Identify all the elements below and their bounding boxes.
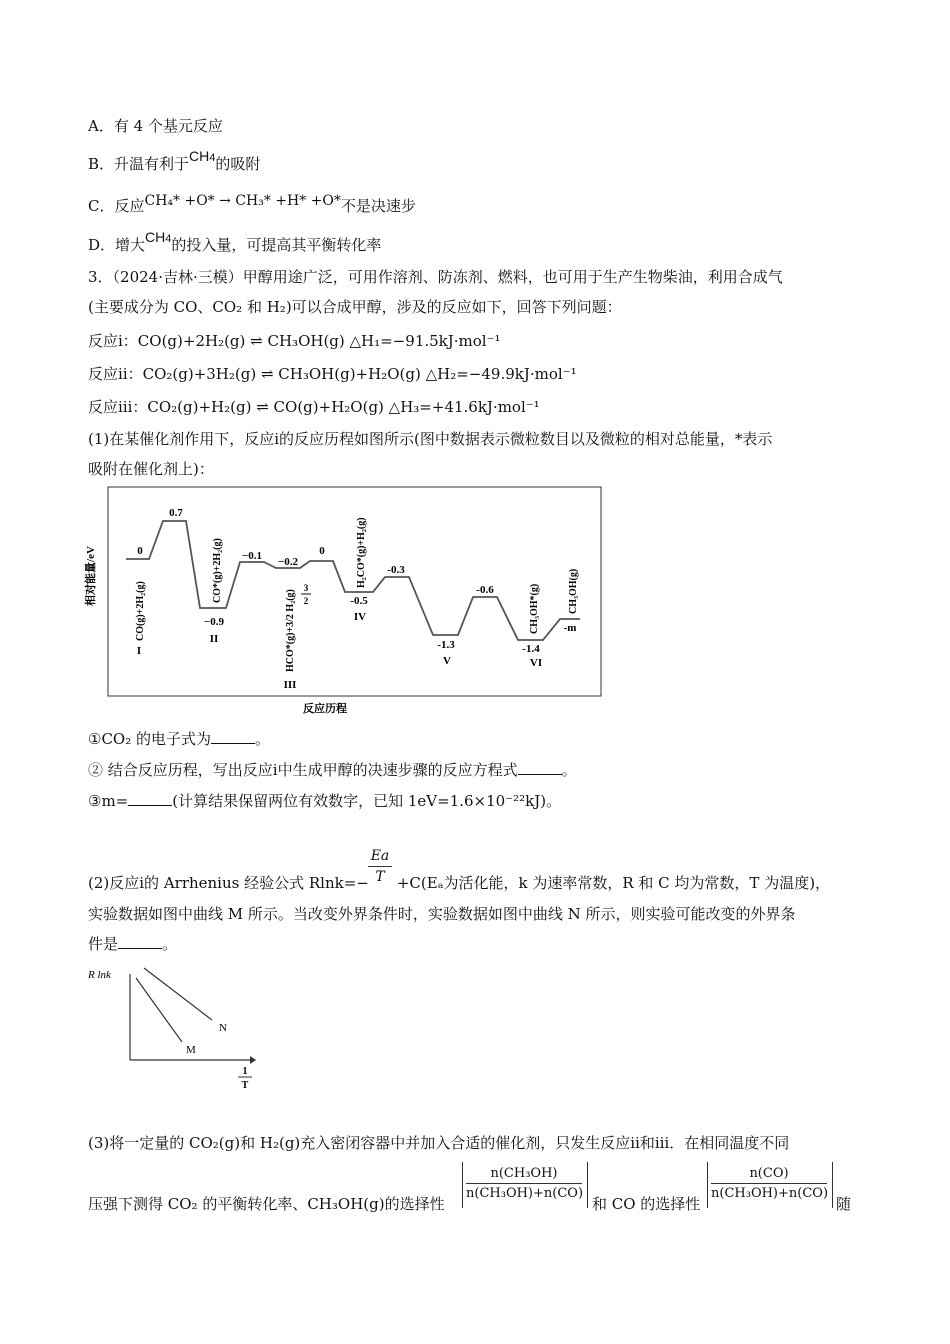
answer-blank-4[interactable] (118, 936, 162, 949)
part1-line1: (1)在某催化剂作用下，反应ⅰ的反应历程如图所示(图中数据表示微粒数目以及微粒的相对总能量，*表示 (88, 430, 773, 448)
level-8-value: -1.3 (437, 639, 455, 651)
species-11: CH₃OH(g) (568, 568, 579, 614)
option-b (88, 148, 261, 176)
species-10: CH₃OH*(g) (529, 583, 540, 634)
curve-n-label: N (219, 1022, 227, 1034)
part3-line2-a: 压强下测得 CO₂ 的平衡转化率、CH₃OH(g)的选择性 (88, 1195, 445, 1213)
part3-line1: (3)将一定量的 CO₂(g)和 H₂(g)充入密闭容器中并加入合适的催化剂，只发生反应ⅱ和ⅲ．在相同温度不同 (88, 1134, 790, 1152)
option-c-formula: CH₄* +O* → CH₃* +H* +O* (144, 193, 341, 209)
curve-m-label: M (186, 1044, 196, 1056)
part3-line2-b: 和 CO 的选择性 (592, 1195, 701, 1213)
x-axis-label: 反应历程 (303, 703, 347, 715)
species-2: CO*(g)+2H₂(g) (212, 538, 223, 603)
level-4-value: −0.2 (277, 556, 299, 568)
part2-line2: 实验数据如图中曲线 M 所示。当改变外界条件时，实验数据如图中曲线 N 所示，则实验可能改变的外界条 (88, 905, 796, 923)
reaction-ii: 反应ⅱ：CO₂(g)+3H₂(g) ⇌ CH₃OH(g)+H₂O(g) △H₂=−49.9kJ·mol⁻¹ (88, 365, 577, 383)
level-2-value: −0.9 (203, 616, 225, 628)
arrhenius-y-label: R lnk (88, 969, 111, 981)
sub-question-2: ② 结合反应历程，写出反应ⅰ中生成甲醇的决速步骤的反应方程式 。 (88, 761, 577, 779)
option-c-pre: C．反应 (88, 197, 145, 215)
arrhenius-x-arrow (250, 1056, 256, 1064)
species-0: CO(g)+2H₂(g) (135, 581, 146, 641)
option-d-formula: CH4 (145, 229, 172, 245)
species-4-frac-num: 3 (303, 583, 309, 593)
arrhenius-x-den: T (241, 1080, 249, 1091)
option-b-post: 的吸附 (215, 155, 261, 173)
sub-question-1: ①CO₂ 的电子式为 。 (88, 730, 271, 748)
option-d (88, 229, 382, 257)
answer-blank-1[interactable] (211, 731, 255, 744)
part2-line3: 件是 。 (88, 935, 178, 953)
part3-line2-c: 随 (836, 1195, 852, 1213)
answer-blank-3[interactable] (128, 793, 172, 806)
option-b-pre: B．升温有利于 (88, 155, 190, 173)
energy-profile-diagram (85, 486, 608, 718)
arrhenius-x-num: 1 (242, 1066, 248, 1077)
stage-v: V (443, 655, 451, 667)
stage-iv: IV (353, 611, 367, 623)
level-7-value: -0.3 (387, 564, 405, 576)
option-c-post: 不是决速步 (340, 197, 416, 215)
arrhenius-chart (88, 962, 268, 1092)
y-axis-label: 相对能量/eV (85, 546, 97, 606)
ea-over-t-fraction: Ea T (368, 848, 392, 885)
reaction-i: 反应ⅰ：CO(g)+2H₂(g) ⇌ CH₃OH(g) △H₁=−91.5kJ·mol⁻¹ (88, 332, 501, 350)
q3-intro-line2: (主要成分为 CO、CO₂ 和 H₂)可以合成甲醇，涉及的反应如下，回答下列问题： (88, 298, 622, 316)
curve-n (144, 968, 212, 1020)
stage-ii: II (209, 633, 219, 645)
option-c (88, 193, 416, 217)
species-4: HCO*(g)+3/2 H₂(g) (285, 589, 296, 672)
part1-line2: 吸附在催化剂上)： (88, 460, 214, 478)
q3-intro-line1: 3．（2024·吉林·三模）甲醇用途广泛，可用作溶剂、防冻剂、燃料，也可用于生产生物柴油，利用合成气 (88, 268, 783, 286)
stage-iii: III (283, 679, 297, 691)
species-4-frac-den: 2 (303, 596, 309, 606)
stage-i: I (136, 645, 142, 657)
level-10-value: -1.4 (522, 643, 540, 655)
level-0-value: 0 (137, 545, 143, 557)
curve-m (136, 978, 182, 1042)
part2-line1: (2)反应ⅰ的 Arrhenius 经验公式 Rlnk=− +C(Eₐ为活化能，k 为速率常数，R 和 C 均为常数，T 为温度)， (88, 874, 831, 892)
level-1-value: 0.7 (169, 507, 183, 519)
sub-question-3: ③m= (计算结果保留两位有效数字，已知 1eV=1.6×10⁻²²kJ)。 (88, 792, 562, 810)
option-d-post: 的投入量，可提高其平衡转化率 (171, 236, 382, 254)
option-a: A．有 4 个基元反应 (88, 117, 223, 135)
level-5-value: 0 (319, 545, 325, 557)
option-d-pre: D．增大 (88, 236, 146, 254)
level-3-value: −0.1 (241, 550, 263, 562)
reaction-iii: 反应ⅲ：CO₂(g)+H₂(g) ⇌ CO(g)+H₂O(g) △H₃=+41.6kJ·mol⁻¹ (88, 398, 540, 416)
co-selectivity-fraction: n(CO) n(CH₃OH)+n(CO) (711, 1166, 829, 1201)
level-6-value: -0.5 (350, 595, 368, 607)
level-9-value: -0.6 (476, 584, 494, 596)
species-6: H₂CO*(g)+H₂(g) (356, 517, 367, 588)
ch3oh-selectivity-fraction: n(CH₃OH) n(CH₃OH)+n(CO) (466, 1166, 584, 1201)
level-11-value: -m (563, 622, 577, 634)
stage-vi: VI (529, 657, 543, 669)
answer-blank-2[interactable] (518, 762, 562, 775)
option-b-formula: CH4 (189, 148, 216, 164)
